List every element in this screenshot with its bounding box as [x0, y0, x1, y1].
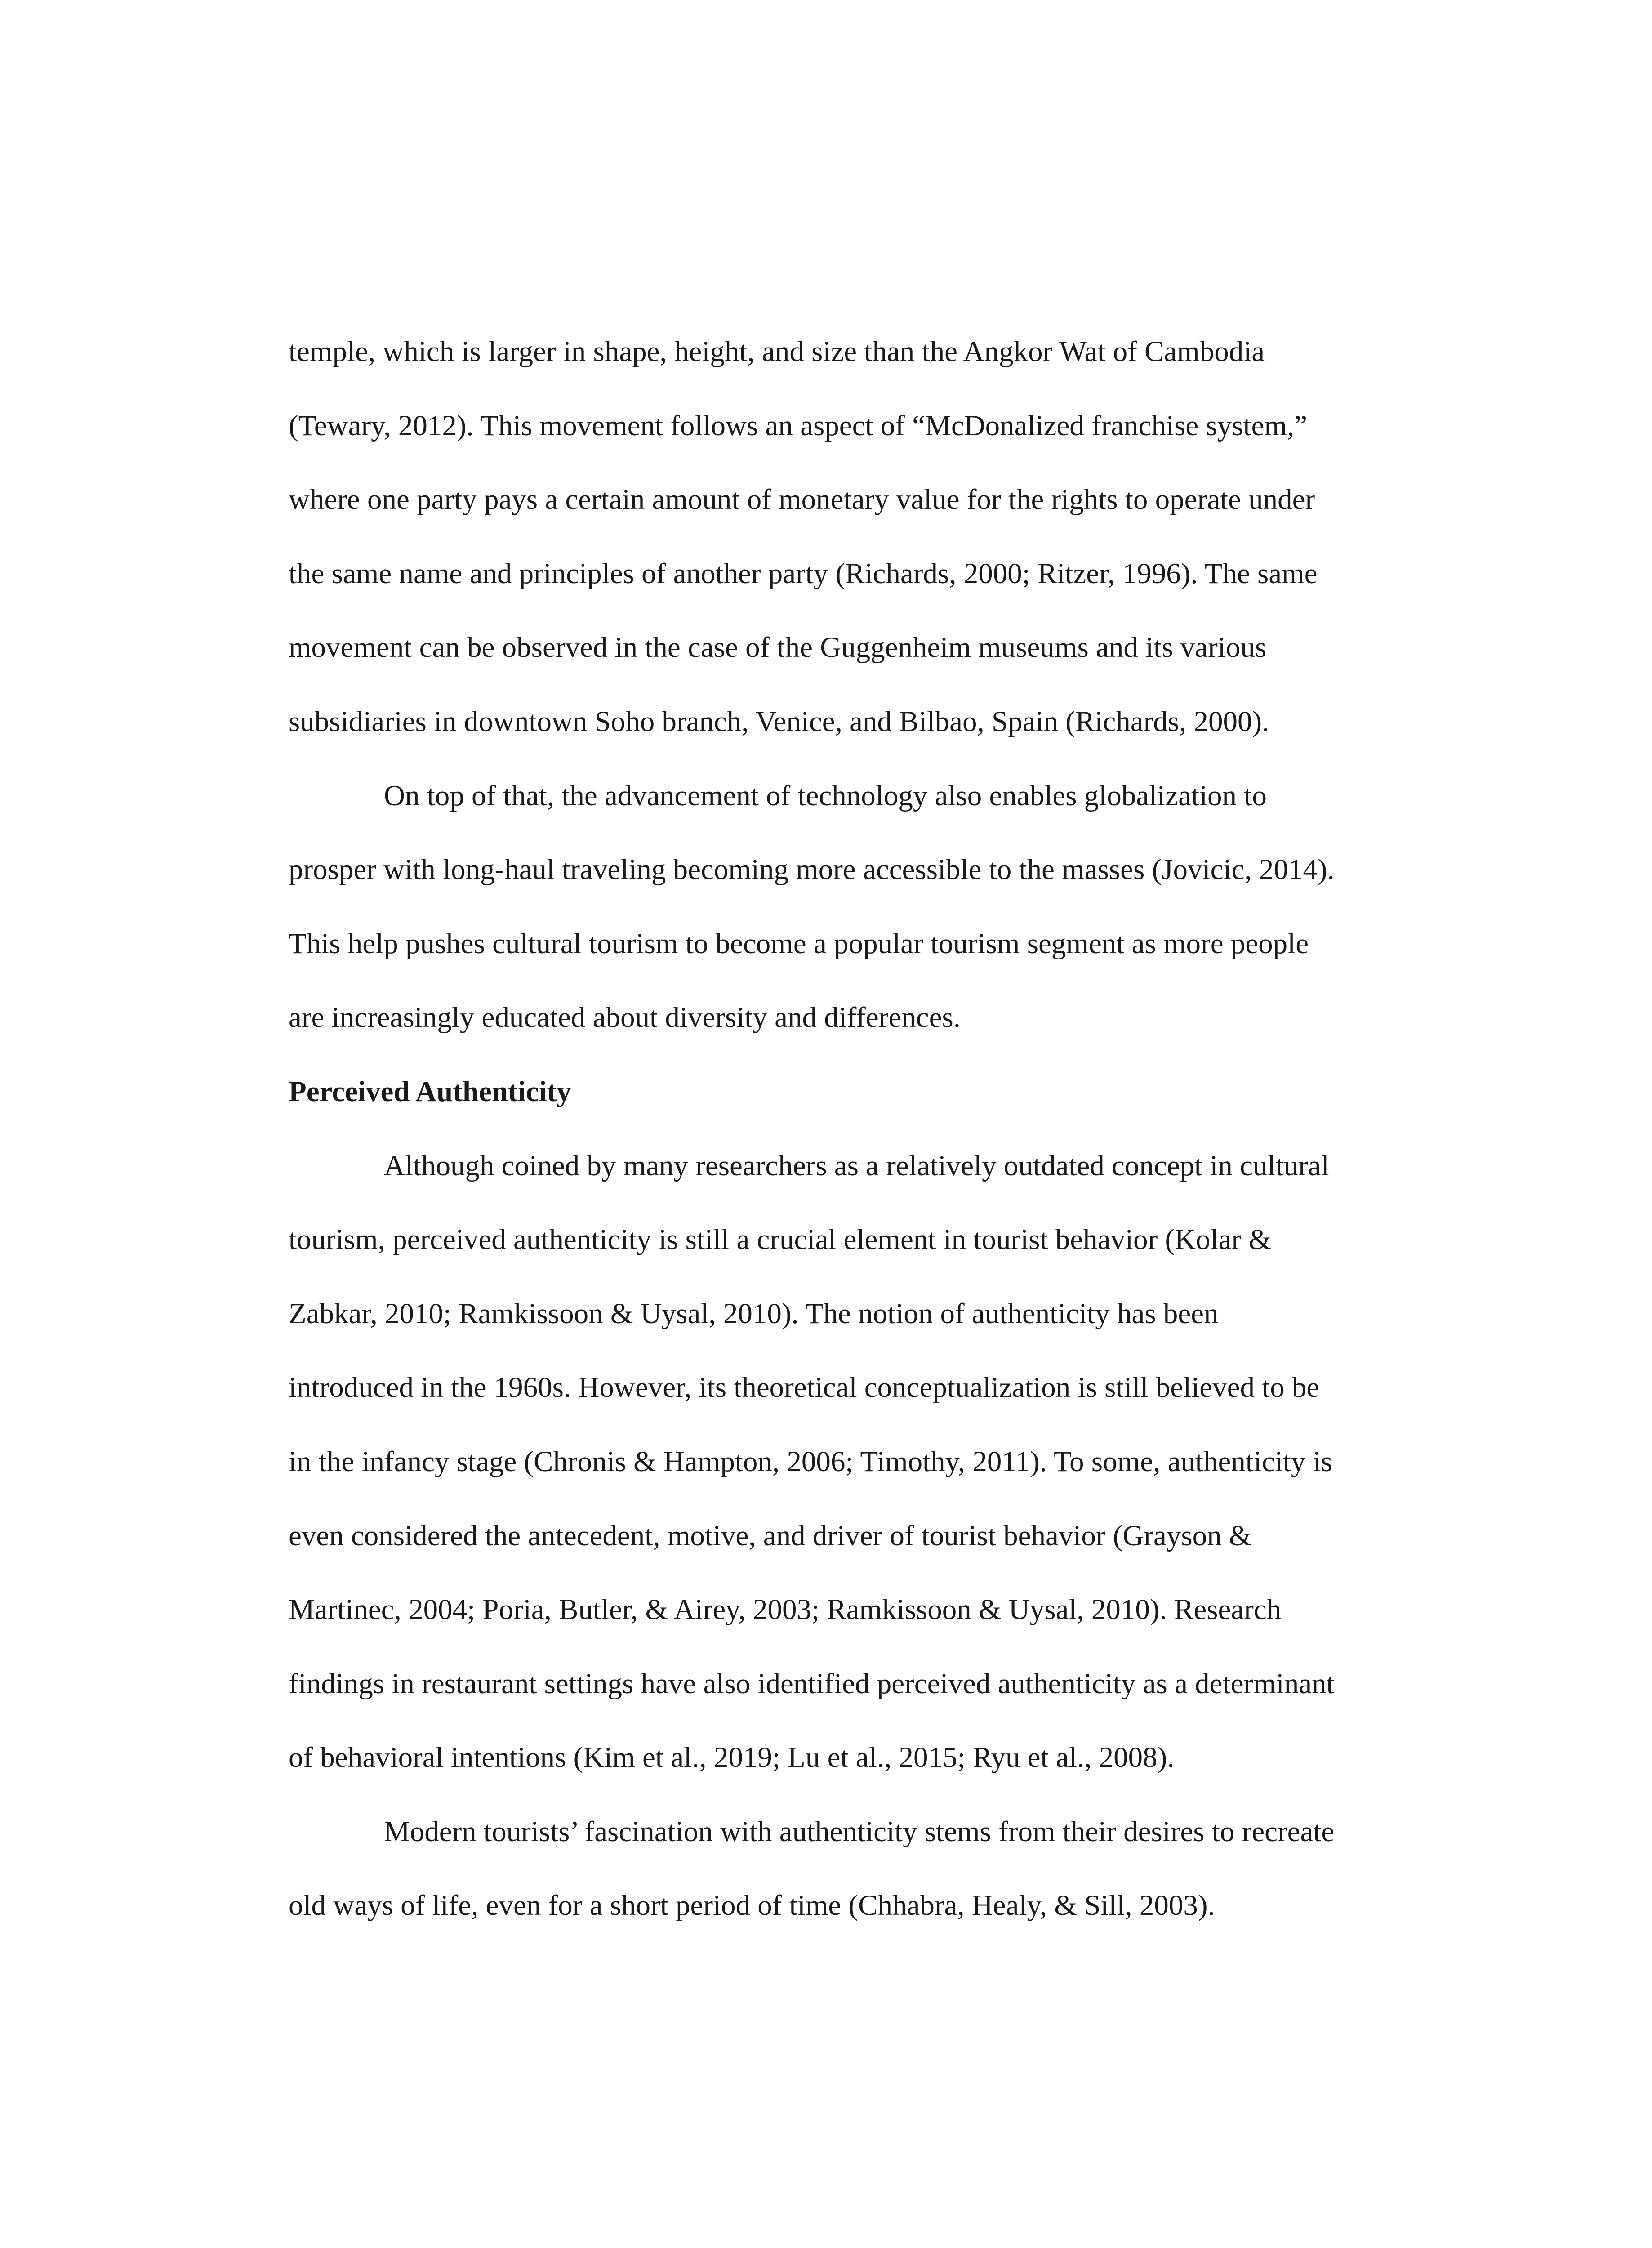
text-line: introduced in the 1960s. However, its theoretical conceptualization is still believed to be	[289, 1371, 1320, 1404]
body-text	[289, 315, 1439, 1943]
text-line: prosper with long-haul traveling becoming more accessible to the masses (Jovicic, 2014).	[289, 853, 1335, 886]
text-line: temple, which is larger in shape, height, and size than the Angkor Wat of Cambodia	[289, 335, 1265, 368]
text-line: Zabkar, 2010; Ramkissoon & Uysal, 2010). The notion of authenticity has been	[289, 1297, 1219, 1330]
text-line: where one party pays a certain amount of monetary value for the rights to operate under	[289, 483, 1315, 516]
paragraph-first-line: On top of that, the advancement of technology also enables globalization to	[384, 779, 1267, 812]
text-line: findings in restaurant settings have also identified perceived authenticity as a determinant	[289, 1667, 1335, 1700]
text-line: This help pushes cultural tourism to become a popular tourism segment as more people	[289, 927, 1309, 960]
text-line: (Tewary, 2012). This movement follows an aspect of “McDonalized franchise system,”	[289, 409, 1308, 442]
text-line: Martinec, 2004; Poria, Butler, & Airey, 2003; Ramkissoon & Uysal, 2010). Research	[289, 1593, 1282, 1626]
text-line: even considered the antecedent, motive, and driver of tourist behavior (Grayson &	[289, 1519, 1252, 1552]
text-line: are increasingly educated about diversity and differences.	[289, 1001, 961, 1034]
text-line: old ways of life, even for a short period of time (Chhabra, Healy, & Sill, 2003).	[289, 1889, 1215, 1922]
paragraph-first-line: Although coined by many researchers as a relatively outdated concept in cultural	[384, 1149, 1329, 1182]
text-line: in the infancy stage (Chronis & Hampton, 2006; Timothy, 2011). To some, authenticity is	[289, 1445, 1333, 1478]
text-line: subsidiaries in downtown Soho branch, Venice, and Bilbao, Spain (Richards, 2000).	[289, 705, 1269, 738]
text-line: tourism, perceived authenticity is still a crucial element in tourist behavior (Kolar &	[289, 1223, 1271, 1256]
paragraph-first-line: Modern tourists’ fascination with authenticity stems from their desires to recreate	[384, 1815, 1335, 1848]
text-line: the same name and principles of another party (Richards, 2000; Ritzer, 1996). The same	[289, 557, 1318, 590]
text-line: movement can be observed in the case of the Guggenheim museums and its various	[289, 631, 1267, 664]
section-heading: Perceived Authenticity	[289, 1075, 571, 1108]
text-line: of behavioral intentions (Kim et al., 2019; Lu et al., 2015; Ryu et al., 2008).	[289, 1741, 1175, 1774]
